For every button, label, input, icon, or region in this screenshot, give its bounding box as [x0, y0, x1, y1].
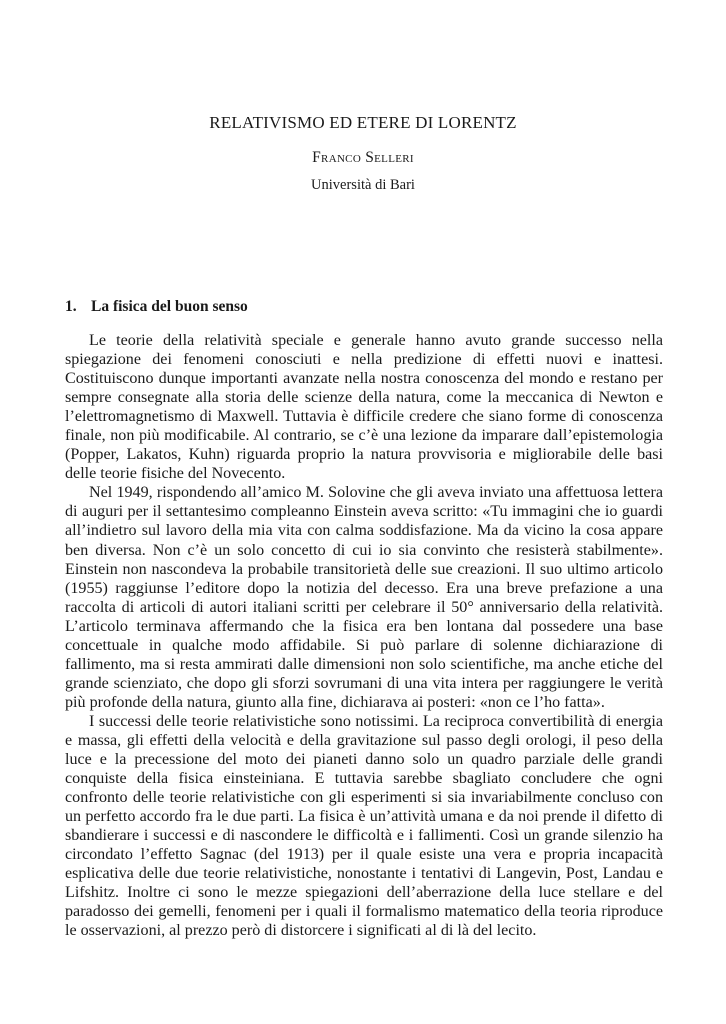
- body-text: [65, 331, 663, 941]
- section-heading: [65, 298, 248, 316]
- paragraph: Le teorie della relatività speciale e generale hanno avuto grande successo nella spiegazione dei fenomeni conosciuti e nella predizione di effetti nuovi e inattesi. Costituiscono dunque importanti avanzate nella nostra conoscenza del mondo e restano per sempre consegnate alla storia delle scienze della natura, come la meccanica di Newton e l’elettromagnetismo di Maxwell. Tuttavia è difficile credere che siano forme di conoscenza finale, non più modificabile. Al contrario, se c’è una lezione da imparare dall’epistemologia (Popper, Lakatos, Kuhn) riguarda proprio la natura provvisoria e migliorabile delle basi delle teorie fisiche del Novecento.: [65, 332, 663, 483]
- author-name: Franco Selleri: [312, 149, 414, 166]
- section-title: La fisica del buon senso: [91, 298, 248, 315]
- paragraph: I successi delle teorie relativistiche sono notissimi. La reciproca convertibilità di energia e massa, gli effetti della velocità e della gravitazione sul passo degli orologi, il peso della luce e la precessione del moto dei pianeti danno solo un quadro parziale delle grandi conquiste della fisica einsteiniana. E tuttavia sarebbe sbagliato concludere che ogni confronto delle teorie relativistiche con gli esperimenti si sia invariabilmente concluso con un perfetto accordo fra le due parti. La fisica è un’attività umana e da noi prende il difetto di sbandierare i successi e di nascondere le difficoltà e i fallimenti. Così un grande silenzio ha circondato l’effetto Sagnac (del 1913) per il quale esiste una vera e propria incapacità esplicativa delle due teorie relativistiche, nonostante i tentativi di Langevin, Post, Landau e Lifshitz. Inoltre ci sono le mezze spiegazioni dell’aberrazione della luce stellare e del paradosso dei gemelli, fenomeni per i quali il formalismo matematico della teoria riproduce le osservazioni, al prezzo però di distorcere i significati al di là del lecito.: [65, 712, 663, 940]
- paragraph: Nel 1949, rispondendo all’amico M. Solovine che gli aveva inviato una affettuosa lettera di auguri per il settantesimo compleanno Einstein aveva scritto: «Tu immagini che io guardi all’indietro sul lavoro della mia vita con calma soddisfazione. Ma da vicino la cosa appare ben diversa. Non c’è un solo concetto di cui io sia convinto che resisterà stabilmente». Einstein non nascondeva la probabile transitorietà delle sue creazioni. Il suo ultimo articolo (1955) raggiunse l’editore dopo la notizia del decesso. Era una breve prefazione a una raccolta di articoli di autori italiani scritti per celebrare il 50° anniversario della relatività. L’articolo terminava affermando che la fisica era ben lontana dal possedere una base concettuale in qualche modo affidabile. Si può parlare di solenne dichiarazione di fallimento, ma si resta ammirati dalle dimensioni non solo scientifiche, ma anche etiche del grande scienziato, che dopo gli sforzi sovrumani di una vita intera per raggiungere le verità più profonde della natura, giunto alla fine, dichiarava ai posteri: «non ce l’ho fatta».: [65, 484, 663, 711]
- author-affiliation: Università di Bari: [311, 177, 415, 193]
- section-number: 1.: [65, 298, 77, 315]
- paper-title: RELATIVISMO ED ETERE DI LORENTZ: [209, 113, 517, 132]
